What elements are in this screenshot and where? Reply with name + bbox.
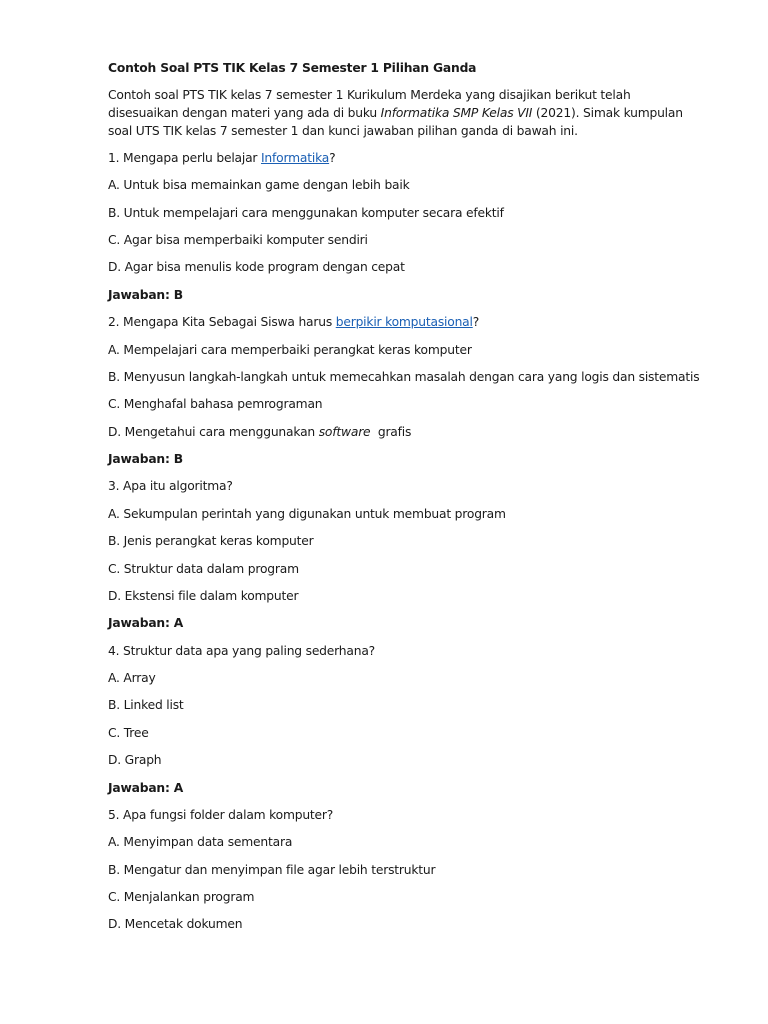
q1-option-a: A. Untuk bisa memainkan game dengan lebih baik — [108, 178, 410, 192]
q1-option-b: B. Untuk mempelajari cara menggunakan komputer secara efektif — [108, 206, 504, 220]
question-3: 3. Apa itu algoritma? — [108, 479, 233, 493]
question-1 — [108, 150, 335, 166]
q5-option-b: B. Mengatur dan menyimpan file agar lebih terstruktur — [108, 863, 436, 877]
informatika-link[interactable]: Informatika — [261, 151, 330, 165]
question-2 — [108, 314, 479, 330]
question-5: 5. Apa fungsi folder dalam komputer? — [108, 808, 334, 822]
q5-option-a: A. Menyimpan data sementara — [108, 835, 293, 849]
q4-option-a: A. Array — [108, 671, 156, 685]
q3-option-c: C. Struktur data dalam program — [108, 562, 299, 576]
q3-option-d: D. Ekstensi file dalam komputer — [108, 589, 299, 603]
book-title: Informatika SMP Kelas VII — [380, 106, 533, 120]
q2-option-d — [108, 424, 411, 440]
question-text: 1. Mengapa perlu belajar — [108, 151, 261, 165]
question-mark: ? — [472, 315, 480, 329]
intro-line-3: soal UTS TIK kelas 7 semester 1 dan kunci jawaban pilihan ganda di bawah ini. — [108, 124, 578, 138]
intro-text: disesuaikan dengan materi yang ada di buku — [108, 106, 381, 120]
question-text: 2. Mengapa Kita Sebagai Siswa harus — [108, 315, 336, 329]
q3-option-b: B. Jenis perangkat keras komputer — [108, 534, 314, 548]
q5-option-d: D. Mencetak dokumen — [108, 917, 243, 931]
document-title: Contoh Soal PTS TIK Kelas 7 Semester 1 Pilihan Ganda — [108, 61, 477, 75]
q1-option-d: D. Agar bisa menulis kode program dengan cepat — [108, 260, 405, 274]
option-text: D. Mengetahui cara menggunakan — [108, 425, 319, 439]
q4-answer: Jawaban: A — [108, 781, 184, 795]
q3-option-a: A. Sekumpulan perintah yang digunakan untuk membuat program — [108, 507, 506, 521]
software-term: software — [318, 425, 371, 439]
question-4: 4. Struktur data apa yang paling sederhana? — [108, 644, 375, 658]
q2-option-c: C. Menghafal bahasa pemrograman — [108, 397, 323, 411]
q1-answer: Jawaban: B — [108, 288, 183, 302]
q1-option-c: C. Agar bisa memperbaiki komputer sendiri — [108, 233, 368, 247]
option-text: grafis — [370, 425, 412, 439]
q5-option-c: C. Menjalankan program — [108, 890, 255, 904]
q4-option-d: D. Graph — [108, 753, 162, 767]
q2-option-a: A. Mempelajari cara memperbaiki perangkat keras komputer — [108, 343, 472, 357]
intro-line-2 — [108, 105, 683, 121]
question-mark: ? — [329, 151, 336, 165]
q2-option-b: B. Menyusun langkah-langkah untuk memecahkan masalah dengan cara yang logis dan sistematis — [108, 370, 700, 384]
berpikir-komputasional-link[interactable]: berpikir komputasional — [335, 315, 473, 329]
intro-text: (2021). Simak kumpulan — [532, 106, 683, 120]
q4-option-c: C. Tree — [108, 726, 149, 740]
intro-line-1: Contoh soal PTS TIK kelas 7 semester 1 Kurikulum Merdeka yang disajikan berikut telah — [108, 88, 631, 102]
q4-option-b: B. Linked list — [108, 698, 184, 712]
q2-answer: Jawaban: B — [108, 452, 183, 466]
q3-answer: Jawaban: A — [108, 616, 184, 630]
